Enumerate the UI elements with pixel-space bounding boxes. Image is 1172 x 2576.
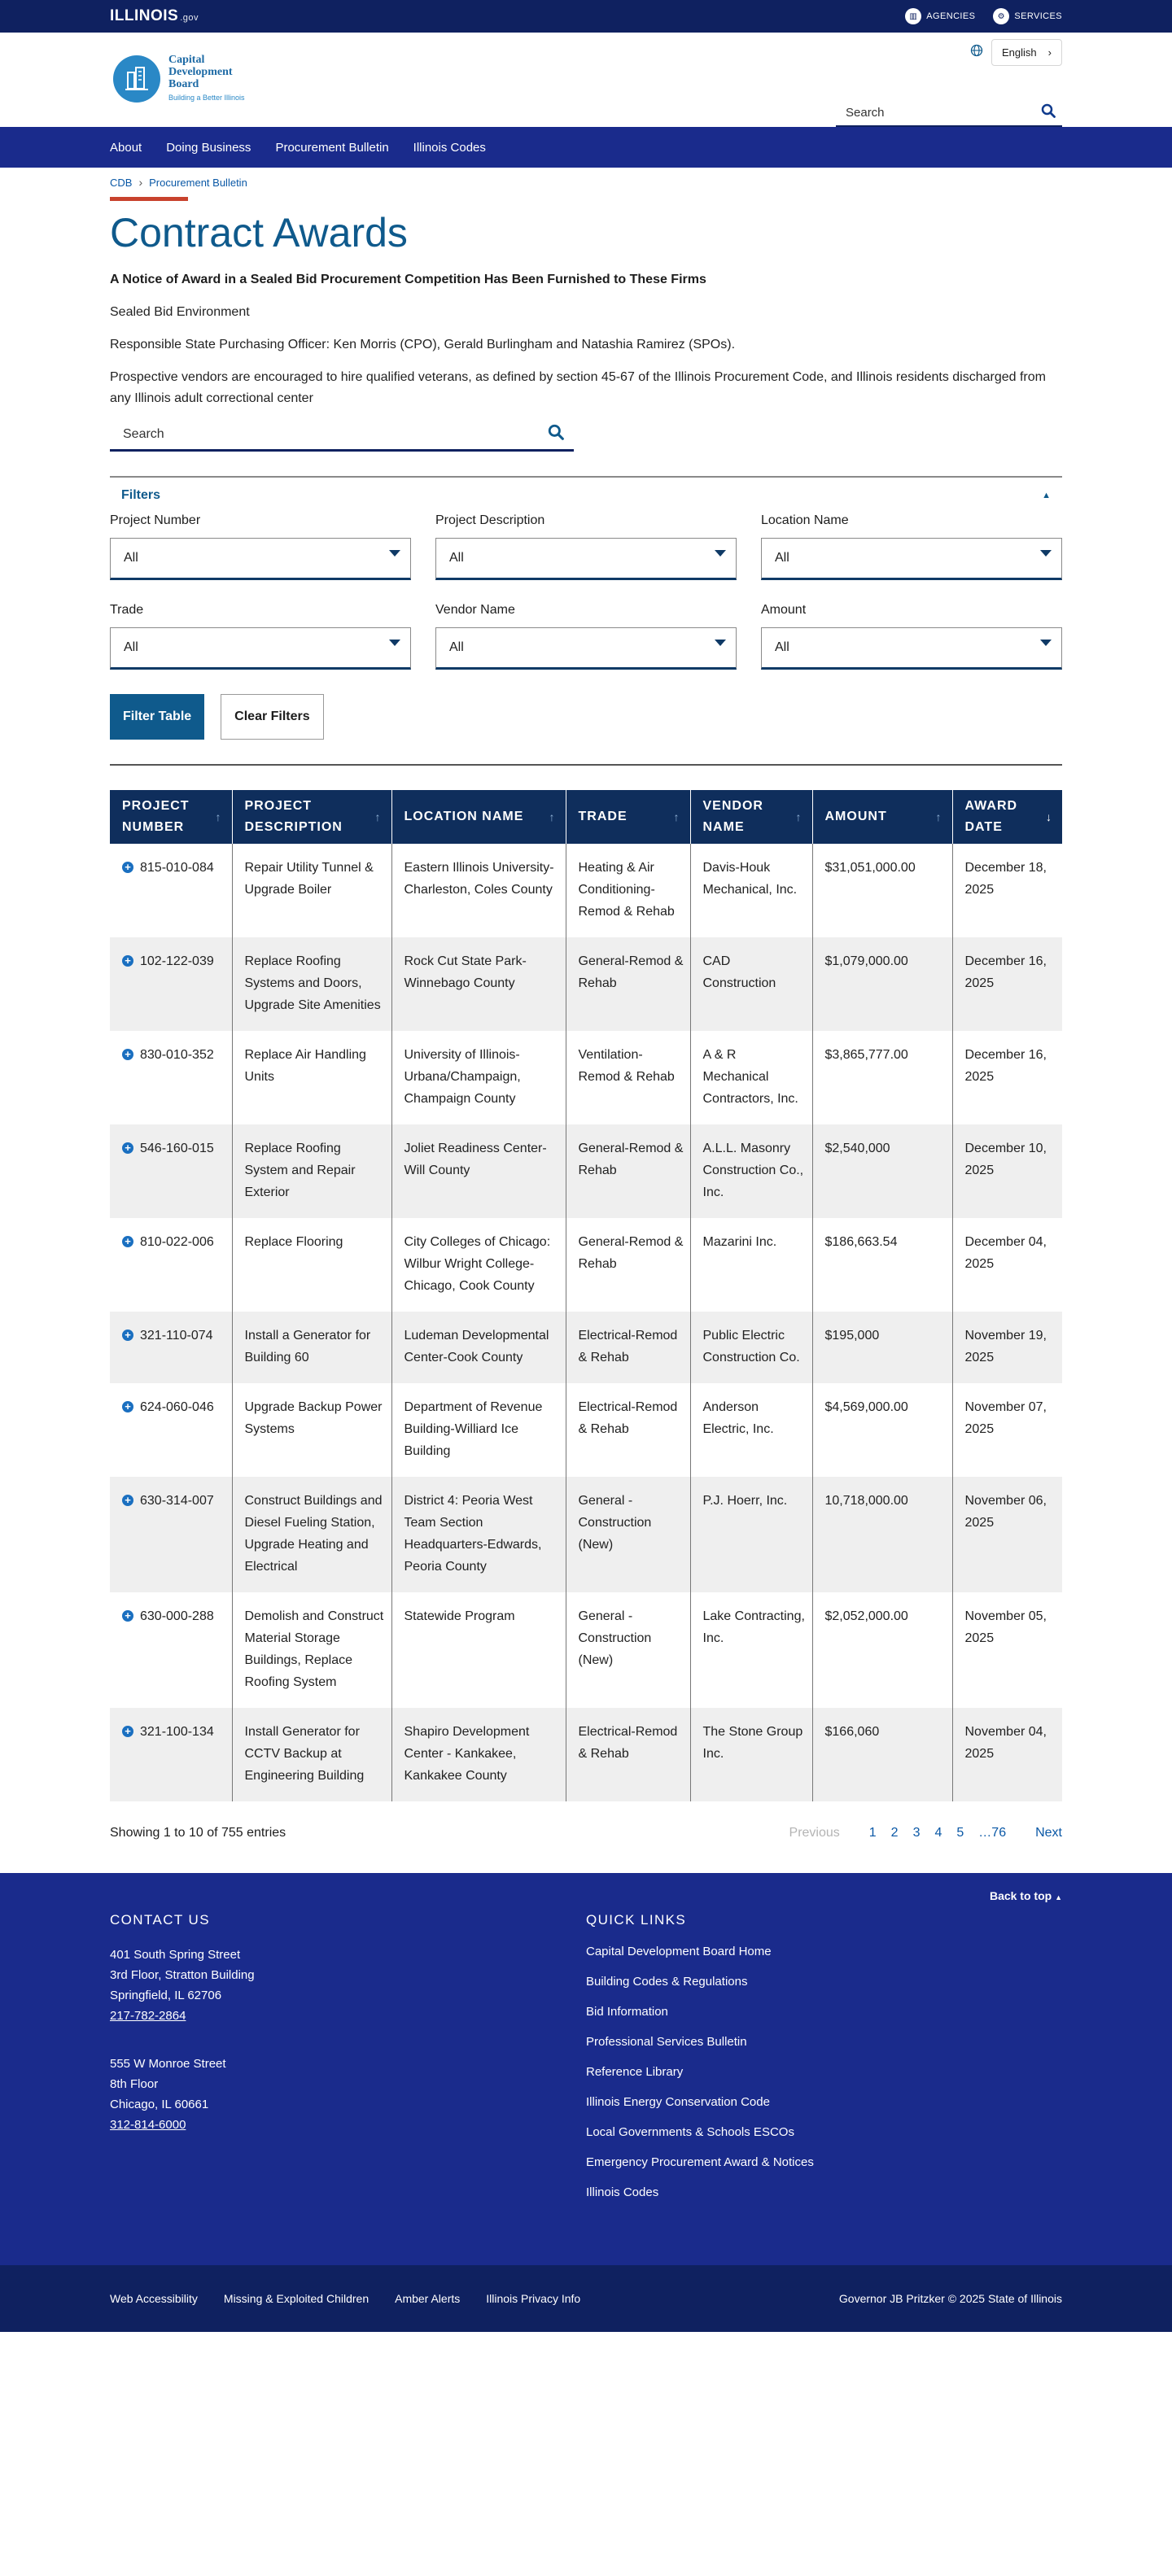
- last-page-link[interactable]: …76: [978, 1826, 1007, 1840]
- table-cell: [110, 1383, 232, 1477]
- filter-amount: [761, 603, 1062, 670]
- project-number-cell: [122, 1721, 225, 1743]
- filter-vendor-name: [435, 603, 737, 670]
- quick-link[interactable]: Reference Library: [586, 2065, 684, 2079]
- expand-row-icon[interactable]: +: [122, 1726, 133, 1737]
- project-number: 321-100-134: [140, 1725, 214, 1739]
- project-number-cell: [122, 950, 225, 972]
- sort-icon: ↑: [374, 810, 382, 823]
- select-value: All: [775, 551, 789, 565]
- trade-select[interactable]: [110, 627, 411, 670]
- project-number-cell: [122, 1325, 225, 1347]
- table-cell: Department of Revenue Building-Williard Ice Building: [391, 1383, 566, 1477]
- select-value: All: [449, 551, 464, 565]
- table-cell: A.L.L. Masonry Construction Co., Inc.: [690, 1124, 812, 1218]
- table-cell: $1,079,000.00: [812, 937, 952, 1031]
- table-body: [110, 844, 1062, 1801]
- chevron-up-icon: ▲: [1042, 491, 1051, 500]
- page-1-link[interactable]: 1: [868, 1826, 877, 1840]
- column-header-label: AMOUNT: [824, 810, 887, 823]
- table-row: [110, 1312, 1062, 1383]
- table-cell: Public Electric Construction Co.: [690, 1312, 812, 1383]
- table-cell: December 10, 2025: [952, 1124, 1062, 1218]
- language-selector: [970, 39, 1062, 66]
- table-cell: $31,051,000.00: [812, 844, 952, 937]
- table-cell: Install Generator for CCTV Backup at Engineering Building: [232, 1708, 391, 1801]
- address-line: 555 W Monroe Street: [110, 2057, 226, 2071]
- contract-awards-table: [110, 790, 1062, 1801]
- search-icon[interactable]: [548, 424, 564, 444]
- veterans-text: Prospective vendors are encouraged to hire qualified veterans, as defined by section 45-67 of the Illinois Procurement Code, and Illinois residents discharged from any Illinois adult correctional center: [110, 370, 1046, 405]
- project-number-cell: [122, 1605, 225, 1627]
- breadcrumb-procurement-bulletin[interactable]: Procurement Bulletin: [149, 176, 247, 189]
- filter-label: Project Number: [110, 513, 201, 527]
- pagination: [110, 1826, 1062, 1840]
- table-cell: [110, 1218, 232, 1312]
- chevron-right-icon: ›: [138, 176, 143, 189]
- language-button[interactable]: [991, 39, 1062, 66]
- table-cell: Demolish and Construct Material Storage Buildings, Replace Roofing System: [232, 1592, 391, 1708]
- table-cell: Statewide Program: [391, 1592, 566, 1708]
- column-header-label: TRADE: [578, 810, 628, 823]
- chevron-right-icon: ›: [1047, 46, 1052, 59]
- table-cell: Eastern Illinois University-Charleston, Coles County: [391, 844, 566, 937]
- table-cell: Install a Generator for Building 60: [232, 1312, 391, 1383]
- table-cell: November 06, 2025: [952, 1477, 1062, 1592]
- table-cell: Replace Flooring: [232, 1218, 391, 1312]
- page-2-link[interactable]: 2: [890, 1826, 899, 1840]
- filters-panel: [110, 476, 1062, 766]
- column-header[interactable]: [232, 790, 391, 844]
- column-header-label: PROJECT NUMBER: [122, 799, 190, 834]
- brand-line-3: Board: [168, 78, 199, 90]
- page-3-link[interactable]: 3: [912, 1826, 921, 1840]
- table-search-input[interactable]: [123, 427, 514, 442]
- filter-project-description: [435, 513, 737, 580]
- back-to-top-label: Back to top: [989, 1889, 1052, 1902]
- filter-buttons: [110, 694, 1062, 740]
- header-search: [836, 103, 1062, 127]
- filter-label: Trade: [110, 603, 144, 617]
- table-cell: University of Illinois-Urbana/Champaign, Champaign County: [391, 1031, 566, 1124]
- agencies-link[interactable]: [905, 8, 975, 24]
- language-label: English: [1002, 46, 1037, 59]
- nav-item-procurement-bulletin[interactable]: Procurement Bulletin: [275, 140, 389, 155]
- breadcrumb: [110, 176, 1062, 189]
- table-cell: CAD Construction: [690, 937, 812, 1031]
- select-value: All: [124, 640, 138, 654]
- project-number-cell: [122, 857, 225, 879]
- top-bar: [0, 0, 1172, 33]
- table-cell: [110, 1477, 232, 1592]
- building-icon: ▥: [905, 8, 921, 24]
- quick-link[interactable]: Emergency Procurement Award & Notices: [586, 2155, 814, 2169]
- table-cell: General-Remod & Rehab: [566, 1218, 690, 1312]
- table-cell: The Stone Group Inc.: [690, 1708, 812, 1801]
- sort-icon: ↑: [549, 810, 556, 823]
- chicago-phone-link[interactable]: 312-814-6000: [110, 2118, 186, 2132]
- project-number-cell: [122, 1137, 225, 1159]
- filter-table-button[interactable]: Filter Table: [110, 694, 204, 740]
- table-cell: General-Remod & Rehab: [566, 1124, 690, 1218]
- column-header[interactable]: [566, 790, 690, 844]
- site-header: [0, 33, 1172, 127]
- address-line: Springfield, IL 62706: [110, 1989, 222, 2002]
- agencies-label: AGENCIES: [926, 11, 976, 21]
- springfield-address: [110, 1945, 255, 2026]
- table-cell: City Colleges of Chicago: Wilbur Wright College-Chicago, Cook County: [391, 1218, 566, 1312]
- next-page-button[interactable]: Next: [1035, 1826, 1062, 1840]
- table-cell: Construct Buildings and Diesel Fueling Station, Upgrade Heating and Electrical: [232, 1477, 391, 1592]
- cdb-building-icon: [113, 55, 160, 103]
- brand-line-1: Capital: [168, 54, 205, 66]
- table-row: [110, 1592, 1062, 1708]
- filter-label: Amount: [761, 603, 807, 617]
- nav-item-illinois-codes[interactable]: Illinois Codes: [413, 140, 486, 155]
- table-cell: [110, 844, 232, 937]
- site-footer: [0, 1873, 1172, 2265]
- title-accent-bar: [110, 197, 188, 201]
- caret-down-icon: [715, 550, 726, 557]
- page-5-link[interactable]: 5: [956, 1826, 964, 1840]
- table-cell: December 16, 2025: [952, 937, 1062, 1031]
- globe-icon: [970, 44, 983, 61]
- back-to-top-link[interactable]: [990, 1889, 1062, 1902]
- table-cell: Lake Contracting, Inc.: [690, 1592, 812, 1708]
- caret-down-icon: [1040, 640, 1052, 646]
- table-cell: General-Remod & Rehab: [566, 937, 690, 1031]
- main-navigation: [0, 127, 1172, 168]
- table-header-row: [110, 790, 1062, 844]
- table-row: [110, 1383, 1062, 1477]
- table-row: [110, 937, 1062, 1031]
- table-cell: Joliet Readiness Center-Will County: [391, 1124, 566, 1218]
- table-cell: Replace Roofing Systems and Doors, Upgrade Site Amenities: [232, 937, 391, 1031]
- address-line: 401 South Spring Street: [110, 1948, 241, 1962]
- amount-select[interactable]: [761, 627, 1062, 670]
- location-name-select[interactable]: [761, 538, 1062, 580]
- quick-links-heading: QUICK LINKS: [586, 1912, 687, 1928]
- page-title: Contract Awards: [110, 210, 408, 255]
- table-cell: $2,052,000.00: [812, 1592, 952, 1708]
- table-cell: November 07, 2025: [952, 1383, 1062, 1477]
- column-header[interactable]: [952, 790, 1062, 844]
- expand-row-icon[interactable]: +: [122, 1142, 133, 1154]
- illinois-logo-text: ILLINOIS: [110, 7, 179, 24]
- sort-desc-icon: ↓: [1046, 810, 1052, 823]
- table-cell: District 4: Peoria West Team Section Headquarters-Edwards, Peoria County: [391, 1477, 566, 1592]
- quick-links-list: [586, 1945, 814, 2199]
- vendor-name-select[interactable]: [435, 627, 737, 670]
- quick-link[interactable]: Building Codes & Regulations: [586, 1975, 748, 1989]
- page-links: [789, 1826, 1062, 1840]
- filter-label: Project Description: [435, 513, 545, 527]
- project-number: 630-000-288: [140, 1609, 214, 1623]
- sort-icon: ↑: [795, 810, 802, 823]
- contact-heading: CONTACT US: [110, 1912, 210, 1928]
- column-header[interactable]: [110, 790, 232, 844]
- environment-text: Sealed Bid Environment: [110, 305, 250, 319]
- amber-alerts-link[interactable]: Amber Alerts: [395, 2292, 461, 2305]
- expand-row-icon[interactable]: +: [122, 1329, 133, 1341]
- table-cell: December 18, 2025: [952, 844, 1062, 937]
- column-header[interactable]: [690, 790, 812, 844]
- table-row: [110, 1477, 1062, 1592]
- table-cell: $4,569,000.00: [812, 1383, 952, 1477]
- chicago-address: [110, 2054, 255, 2135]
- column-header-label: PROJECT DESCRIPTION: [244, 799, 343, 834]
- table-cell: Electrical-Remod & Rehab: [566, 1312, 690, 1383]
- page-4-link[interactable]: 4: [934, 1826, 942, 1840]
- table-cell: November 05, 2025: [952, 1592, 1062, 1708]
- project-number-cell: [122, 1396, 225, 1418]
- column-header-label: VENDOR NAME: [702, 799, 763, 834]
- expand-row-icon[interactable]: +: [122, 1495, 133, 1506]
- table-cell: December 04, 2025: [952, 1218, 1062, 1312]
- select-value: All: [124, 551, 138, 565]
- web-accessibility-link[interactable]: Web Accessibility: [110, 2292, 198, 2305]
- project-number: 630-314-007: [140, 1494, 214, 1508]
- brand-line-2: Development: [168, 66, 233, 78]
- quick-link[interactable]: Bid Information: [586, 2005, 668, 2019]
- table-cell: Ludeman Developmental Center-Cook County: [391, 1312, 566, 1383]
- table-cell: General - Construction (New): [566, 1477, 690, 1592]
- project-number-select[interactable]: [110, 538, 411, 580]
- filters-toggle[interactable]: [110, 478, 1062, 513]
- nav-item-doing-business[interactable]: Doing Business: [166, 140, 251, 155]
- caret-up-icon: ▲: [1055, 1893, 1062, 1901]
- expand-row-icon[interactable]: +: [122, 862, 133, 873]
- project-number: 810-022-006: [140, 1235, 214, 1249]
- table-cell: [110, 1124, 232, 1218]
- table-cell: Davis-Houk Mechanical, Inc.: [690, 844, 812, 937]
- table-cell: December 16, 2025: [952, 1031, 1062, 1124]
- column-header-label: AWARD DATE: [964, 799, 1018, 834]
- expand-row-icon[interactable]: +: [122, 1049, 133, 1060]
- table-cell: November 04, 2025: [952, 1708, 1062, 1801]
- table-cell: Anderson Electric, Inc.: [690, 1383, 812, 1477]
- caret-down-icon: [715, 640, 726, 646]
- officer-text: Responsible State Purchasing Officer: Ken Morris (CPO), Gerald Burlingham and Natashia Ramirez (SPOs).: [110, 338, 736, 351]
- filter-label: Vendor Name: [435, 603, 515, 617]
- table-cell: P.J. Hoerr, Inc.: [690, 1477, 812, 1592]
- sub-footer-links: [110, 2292, 580, 2305]
- table-cell: Mazarini Inc.: [690, 1218, 812, 1312]
- entries-info: Showing 1 to 10 of 755 entries: [110, 1826, 286, 1840]
- search-icon[interactable]: [1041, 103, 1056, 122]
- quick-link[interactable]: Local Governments & Schools ESCOs: [586, 2125, 794, 2139]
- table-cell: [110, 1312, 232, 1383]
- privacy-info-link[interactable]: Illinois Privacy Info: [486, 2292, 581, 2305]
- cdb-brand-text: [168, 54, 245, 104]
- table-cell: Replace Roofing System and Repair Exterior: [232, 1124, 391, 1218]
- table-cell: Electrical-Remod & Rehab: [566, 1383, 690, 1477]
- project-number: 102-122-039: [140, 954, 214, 968]
- address-line: 3rd Floor, Stratton Building: [110, 1968, 255, 1982]
- caret-down-icon: [389, 640, 400, 646]
- table-cell: $195,000: [812, 1312, 952, 1383]
- header-search-input[interactable]: [846, 106, 1008, 120]
- project-number-cell: [122, 1231, 225, 1253]
- table-cell: Rock Cut State Park-Winnebago County: [391, 937, 566, 1031]
- copyright: Governor JB Pritzker © 2025 State of Illinois: [838, 2292, 1062, 2305]
- sort-icon: ↑: [215, 810, 222, 823]
- column-header[interactable]: [812, 790, 952, 844]
- quick-link[interactable]: Illinois Codes: [586, 2185, 659, 2199]
- table-cell: Heating & Air Conditioning-Remod & Rehab: [566, 844, 690, 937]
- sub-footer: [0, 2265, 1172, 2332]
- table-cell: $166,060: [812, 1708, 952, 1801]
- table-search: [110, 419, 574, 452]
- table-cell: [110, 1592, 232, 1708]
- table-row: [110, 1124, 1062, 1218]
- table-cell: [110, 1031, 232, 1124]
- filter-grid: [110, 513, 1062, 670]
- project-number: 624-060-046: [140, 1400, 214, 1414]
- filter-label: Location Name: [761, 513, 849, 527]
- table-cell: Repair Utility Tunnel & Upgrade Boiler: [232, 844, 391, 937]
- clear-filters-button[interactable]: Clear Filters: [221, 694, 323, 740]
- contact-column: [110, 1912, 255, 2163]
- expand-row-icon[interactable]: +: [122, 1401, 133, 1412]
- filter-trade: [110, 603, 411, 670]
- table-row: [110, 844, 1062, 937]
- sort-icon: ↑: [935, 810, 942, 823]
- quick-link[interactable]: Illinois Energy Conservation Code: [586, 2095, 770, 2109]
- table-cell: Upgrade Backup Power Systems: [232, 1383, 391, 1477]
- breadcrumb-cdb[interactable]: CDB: [110, 176, 133, 189]
- filters-heading: Filters: [121, 488, 161, 502]
- illinois-gov-logo[interactable]: [110, 7, 199, 25]
- project-number: 546-160-015: [140, 1142, 214, 1155]
- table-cell: 10,718,000.00: [812, 1477, 952, 1592]
- column-header-label: LOCATION NAME: [404, 810, 524, 823]
- brand-tagline: Building a Better Illinois: [168, 94, 245, 102]
- quick-link[interactable]: Capital Development Board Home: [586, 1945, 772, 1958]
- project-number-cell: [122, 1490, 225, 1512]
- expand-row-icon[interactable]: +: [122, 1236, 133, 1247]
- quick-link[interactable]: Professional Services Bulletin: [586, 2035, 747, 2049]
- logo-suffix: .gov: [180, 13, 199, 23]
- table-row: [110, 1708, 1062, 1801]
- expand-row-icon[interactable]: +: [122, 1610, 133, 1622]
- table-cell: $3,865,777.00: [812, 1031, 952, 1124]
- quick-links-column: [586, 1912, 814, 2216]
- address-line: Chicago, IL 60661: [110, 2098, 209, 2111]
- table-cell: General - Construction (New): [566, 1592, 690, 1708]
- table-cell: Electrical-Remod & Rehab: [566, 1708, 690, 1801]
- project-description-select[interactable]: [435, 538, 737, 580]
- sort-icon: ↑: [673, 810, 680, 823]
- main-content: [0, 168, 1172, 1840]
- page-subtitle: A Notice of Award in a Sealed Bid Procurement Competition Has Been Furnished to These Firms: [110, 273, 706, 286]
- previous-page-button[interactable]: Previous: [789, 1826, 840, 1840]
- table-cell: [110, 937, 232, 1031]
- table-cell: A & R Mechanical Contractors, Inc.: [690, 1031, 812, 1124]
- table-cell: $186,663.54: [812, 1218, 952, 1312]
- caret-down-icon: [389, 550, 400, 557]
- table-row: [110, 1218, 1062, 1312]
- table-cell: Ventilation-Remod & Rehab: [566, 1031, 690, 1124]
- project-number: 830-010-352: [140, 1048, 214, 1062]
- address-line: 8th Floor: [110, 2077, 159, 2091]
- missing-children-link[interactable]: Missing & Exploited Children: [223, 2292, 370, 2305]
- project-number: 815-010-084: [140, 861, 214, 875]
- services-link[interactable]: [993, 8, 1062, 24]
- project-number-cell: [122, 1044, 225, 1066]
- filter-project-number: [110, 513, 411, 580]
- select-value: All: [775, 640, 789, 654]
- expand-row-icon[interactable]: +: [122, 955, 133, 967]
- caret-down-icon: [1040, 550, 1052, 557]
- table-cell: Shapiro Development Center - Kankakee, Kankakee County: [391, 1708, 566, 1801]
- table-cell: Replace Air Handling Units: [232, 1031, 391, 1124]
- filter-location-name: [761, 513, 1062, 580]
- select-value: All: [449, 640, 464, 654]
- table-cell: [110, 1708, 232, 1801]
- springfield-phone-link[interactable]: 217-782-2864: [110, 2009, 186, 2023]
- project-number: 321-110-074: [140, 1329, 213, 1343]
- table-row: [110, 1031, 1062, 1124]
- nav-item-about[interactable]: About: [110, 140, 142, 155]
- services-icon: ⚙: [993, 8, 1009, 24]
- column-header[interactable]: [391, 790, 566, 844]
- table-cell: November 19, 2025: [952, 1312, 1062, 1383]
- services-label: SERVICES: [1014, 11, 1062, 21]
- table-cell: $2,540,000: [812, 1124, 952, 1218]
- cdb-logo[interactable]: [113, 54, 245, 104]
